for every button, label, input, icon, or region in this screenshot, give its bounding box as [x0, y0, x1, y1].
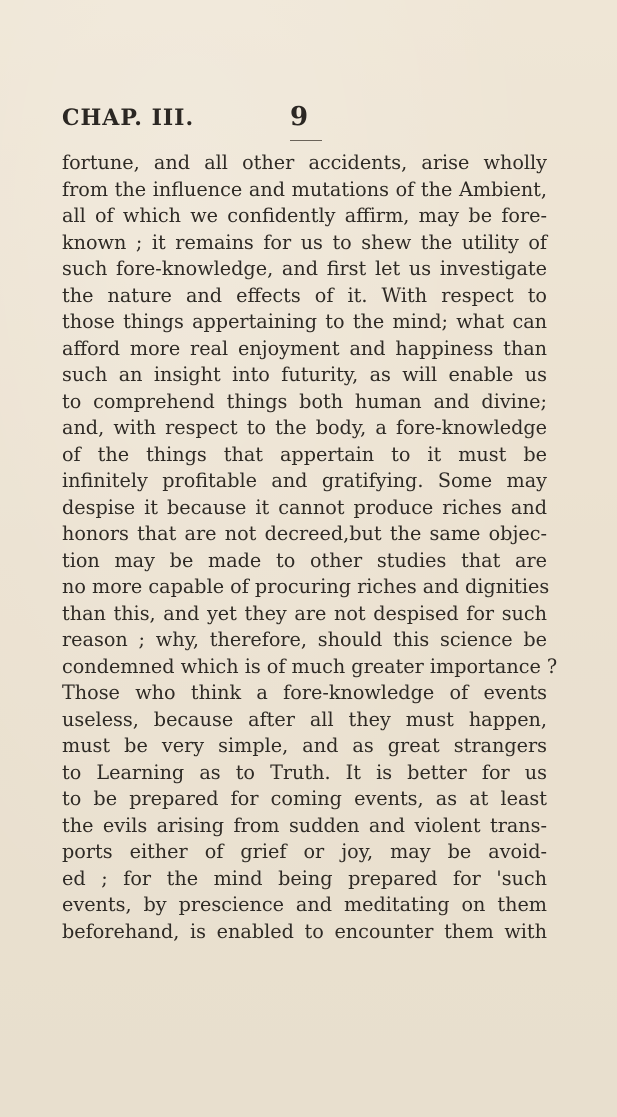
text-line: the nature and effects of it. With respect to — [62, 283, 547, 307]
text-line: to comprehend things both human and divine; — [62, 389, 547, 413]
text-line: from the influence and mutations of the Ambient, — [62, 177, 547, 201]
text-line: useless, because after all they must happen, — [62, 707, 547, 731]
text-line: tion may be made to other studies that are — [62, 548, 547, 572]
text-line: beforehand, is enabled to encounter them with — [62, 919, 547, 943]
running-head — [62, 102, 322, 135]
text-line: those things appertaining to the mind; what can — [62, 310, 547, 333]
text-line: all of which we confidently affirm, may be fore- — [62, 204, 547, 227]
text-line: must be very simple, and as great strangers — [62, 734, 547, 757]
chapter-heading: CHAP. III. — [62, 105, 195, 131]
text-line: such an insight into futurity, as will enable us — [62, 363, 547, 386]
text-line: no more capable of procuring riches and dignities — [62, 575, 550, 598]
text-line: such fore-knowledge, and first let us investigate — [62, 257, 547, 280]
text-line: reason ; why, therefore, should this science be — [62, 628, 547, 651]
text-line: ed ; for the mind being prepared for 'such — [62, 866, 547, 890]
text-line: than this, and yet they are not despised for such — [62, 601, 547, 625]
text-line: infinitely profitable and gratifying. Some may — [62, 469, 547, 492]
text-line: fortune, and all other accidents, arise wholly — [62, 151, 547, 174]
text-line: to be prepared for coming events, as at least — [62, 787, 547, 810]
text-line: afford more real enjoyment and happiness than — [62, 336, 547, 360]
text-line: the evils arising from sudden and violent trans- — [62, 813, 547, 837]
text-line: of the things that appertain to it must be — [62, 442, 547, 466]
header-rule — [290, 140, 322, 141]
text-line: Those who think a fore-knowledge of events — [62, 681, 547, 704]
text-line: honors that are not decreed,but the same objec- — [62, 522, 547, 545]
text-line: and, with respect to the body, a fore-knowledge — [62, 416, 547, 439]
text-line: known ; it remains for us to shew the utility of — [62, 230, 547, 254]
text-line: ports either of grief or joy, may be avoid- — [62, 840, 547, 863]
text-line: despise it because it cannot produce riches and — [62, 495, 547, 519]
body-text — [62, 150, 558, 945]
text-line: condemned which is of much greater importance ? — [62, 654, 558, 678]
text-line: events, by prescience and meditating on them — [62, 893, 547, 916]
page-number: 9 — [290, 102, 309, 132]
text-line: to Learning as to Truth. It is better for us — [62, 760, 547, 784]
